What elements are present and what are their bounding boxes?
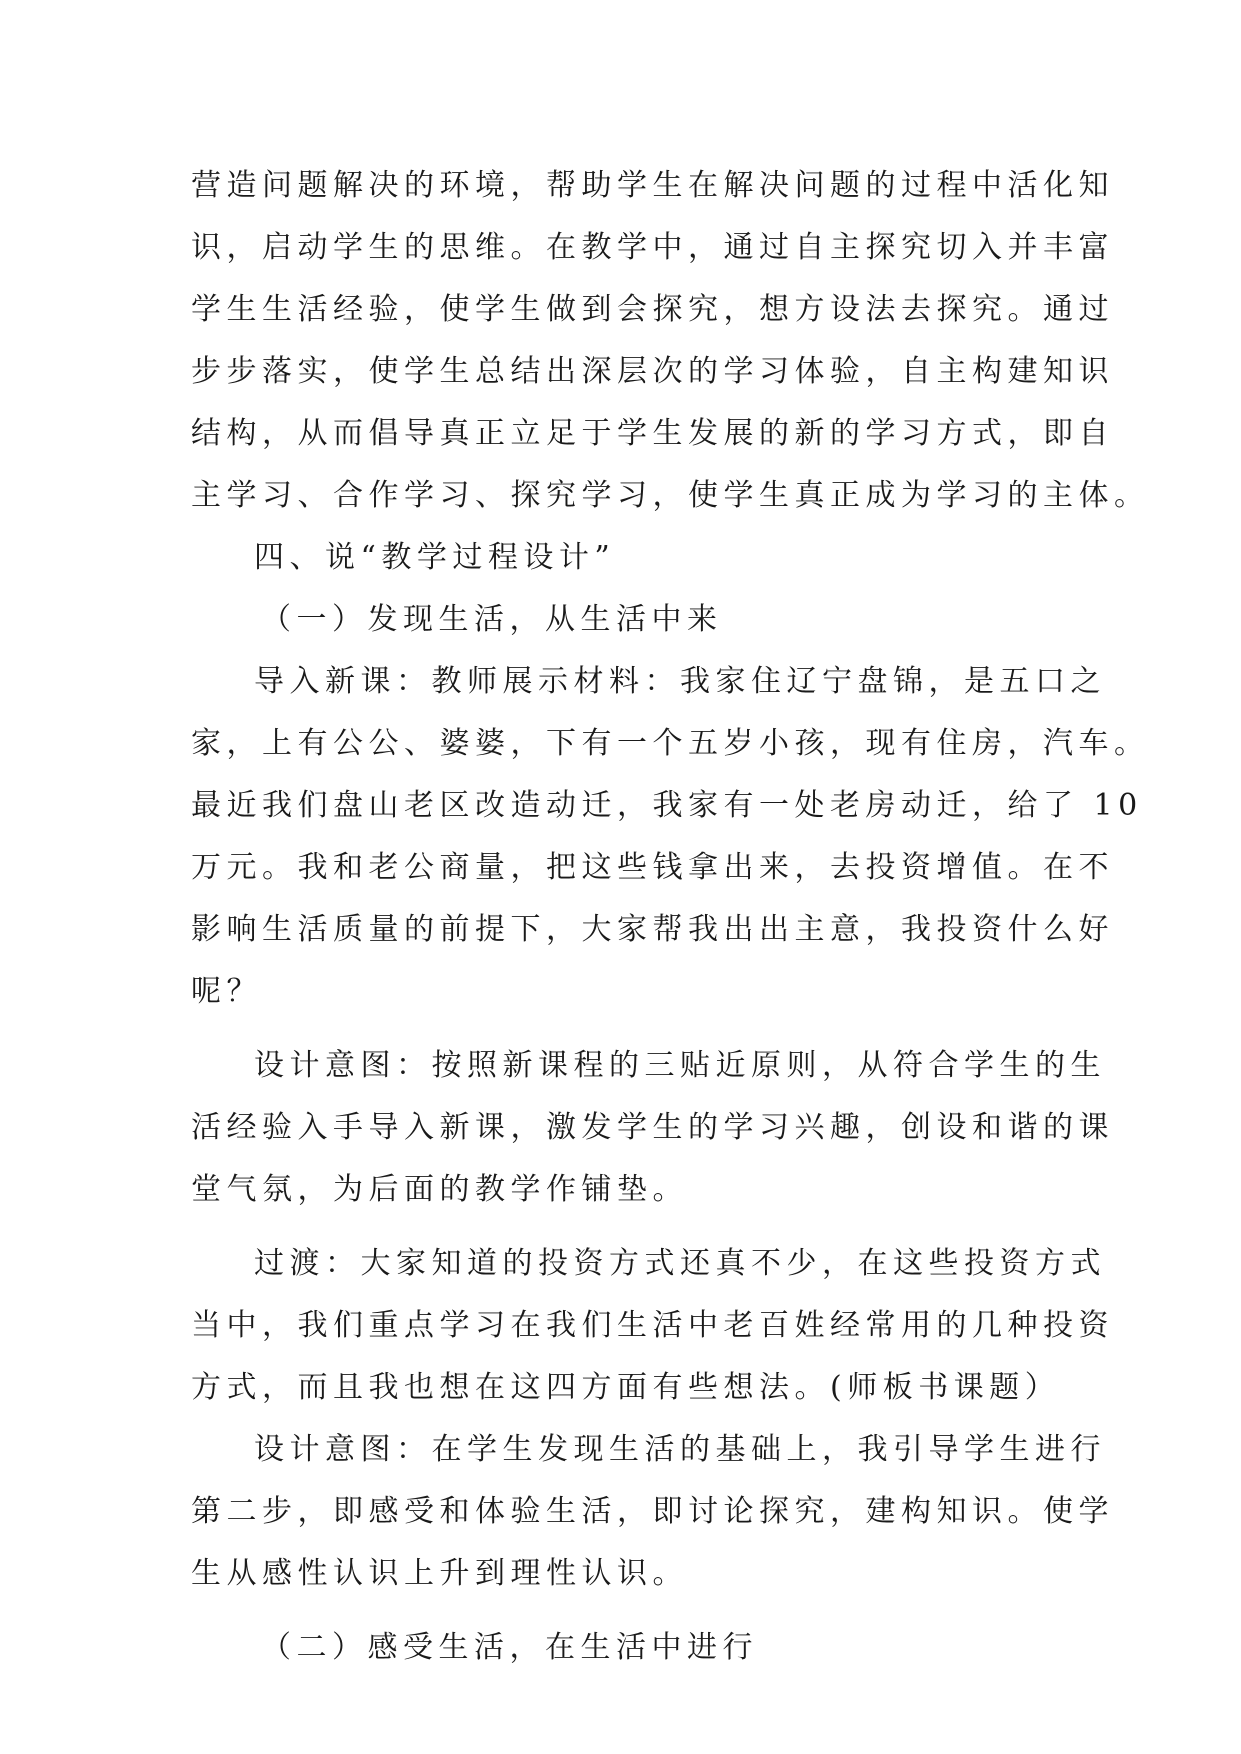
text-line: 主学习、合作学习、探究学习，使学生真正成为学习的主体。 <box>191 478 1150 513</box>
text-line: 活经验入手导入新课，激发学生的学习兴趣，创设和谐的课 <box>191 1110 1114 1145</box>
text-line: 堂气氛，为后面的教学作铺垫。 <box>191 1172 688 1207</box>
paragraph-gap <box>191 1605 1051 1617</box>
text-line: 第二步，即感受和体验生活，即讨论探究，建构知识。使学 <box>191 1494 1114 1529</box>
paragraph-gap <box>191 1221 1051 1233</box>
text-line: 最近我们盘山老区改造动迁，我家有一处老房动迁，给了 10 <box>191 788 1143 823</box>
text-line: 生从感性认识上升到理性认识。 <box>191 1556 688 1591</box>
text-line: 万元。我和老公商量，把这些钱拿出来，去投资增值。在不 <box>191 850 1114 885</box>
paragraph-gap <box>191 1023 1051 1035</box>
section-heading: 四、说“教学过程设计” <box>254 540 616 575</box>
text-line: 家，上有公公、婆婆，下有一个五岁小孩，现有住房，汽车。 <box>191 726 1150 761</box>
text-line: 设计意图：按照新课程的三贴近原则，从符合学生的生 <box>254 1048 1106 1083</box>
text-line: 设计意图：在学生发现生活的基础上，我引导学生进行 <box>254 1432 1106 1467</box>
paragraph-design-intent-2 <box>191 1419 1114 1605</box>
document-body <box>191 155 1150 1679</box>
text-line: 影响生活质量的前提下，大家帮我出出主意，我投资什么好 <box>191 912 1114 947</box>
text-line: 营造问题解决的环境，帮助学生在解决问题的过程中活化知 <box>191 168 1114 203</box>
text-line: 导入新课：教师展示材料：我家住辽宁盘锦，是五口之 <box>254 664 1106 699</box>
subsection-heading-2: （二）感受生活，在生活中进行 <box>261 1630 758 1665</box>
paragraph-transition <box>191 1233 1114 1419</box>
paragraph-import <box>191 651 1150 1023</box>
paragraph-design-intent-1 <box>191 1035 1114 1221</box>
text-line: 呢？ <box>191 974 262 1009</box>
text-line: 过渡：大家知道的投资方式还真不少，在这些投资方式 <box>254 1246 1106 1281</box>
text-line: 方式，而且我也想在这四方面有些想法。(师板书课题） <box>191 1370 1061 1405</box>
paragraph-intro <box>191 155 1150 527</box>
text-line: 结构，从而倡导真正立足于学生发展的新的学习方式，即自 <box>191 416 1114 451</box>
text-line: 学生生活经验，使学生做到会探究，想方设法去探究。通过 <box>191 292 1114 327</box>
text-line: 识，启动学生的思维。在教学中，通过自主探究切入并丰富 <box>191 230 1114 265</box>
text-line: 当中，我们重点学习在我们生活中老百姓经常用的几种投资 <box>191 1308 1114 1343</box>
text-line: 步步落实，使学生总结出深层次的学习体验，自主构建知识 <box>191 354 1114 389</box>
subsection-heading-1: （一）发现生活，从生活中来 <box>261 602 723 637</box>
